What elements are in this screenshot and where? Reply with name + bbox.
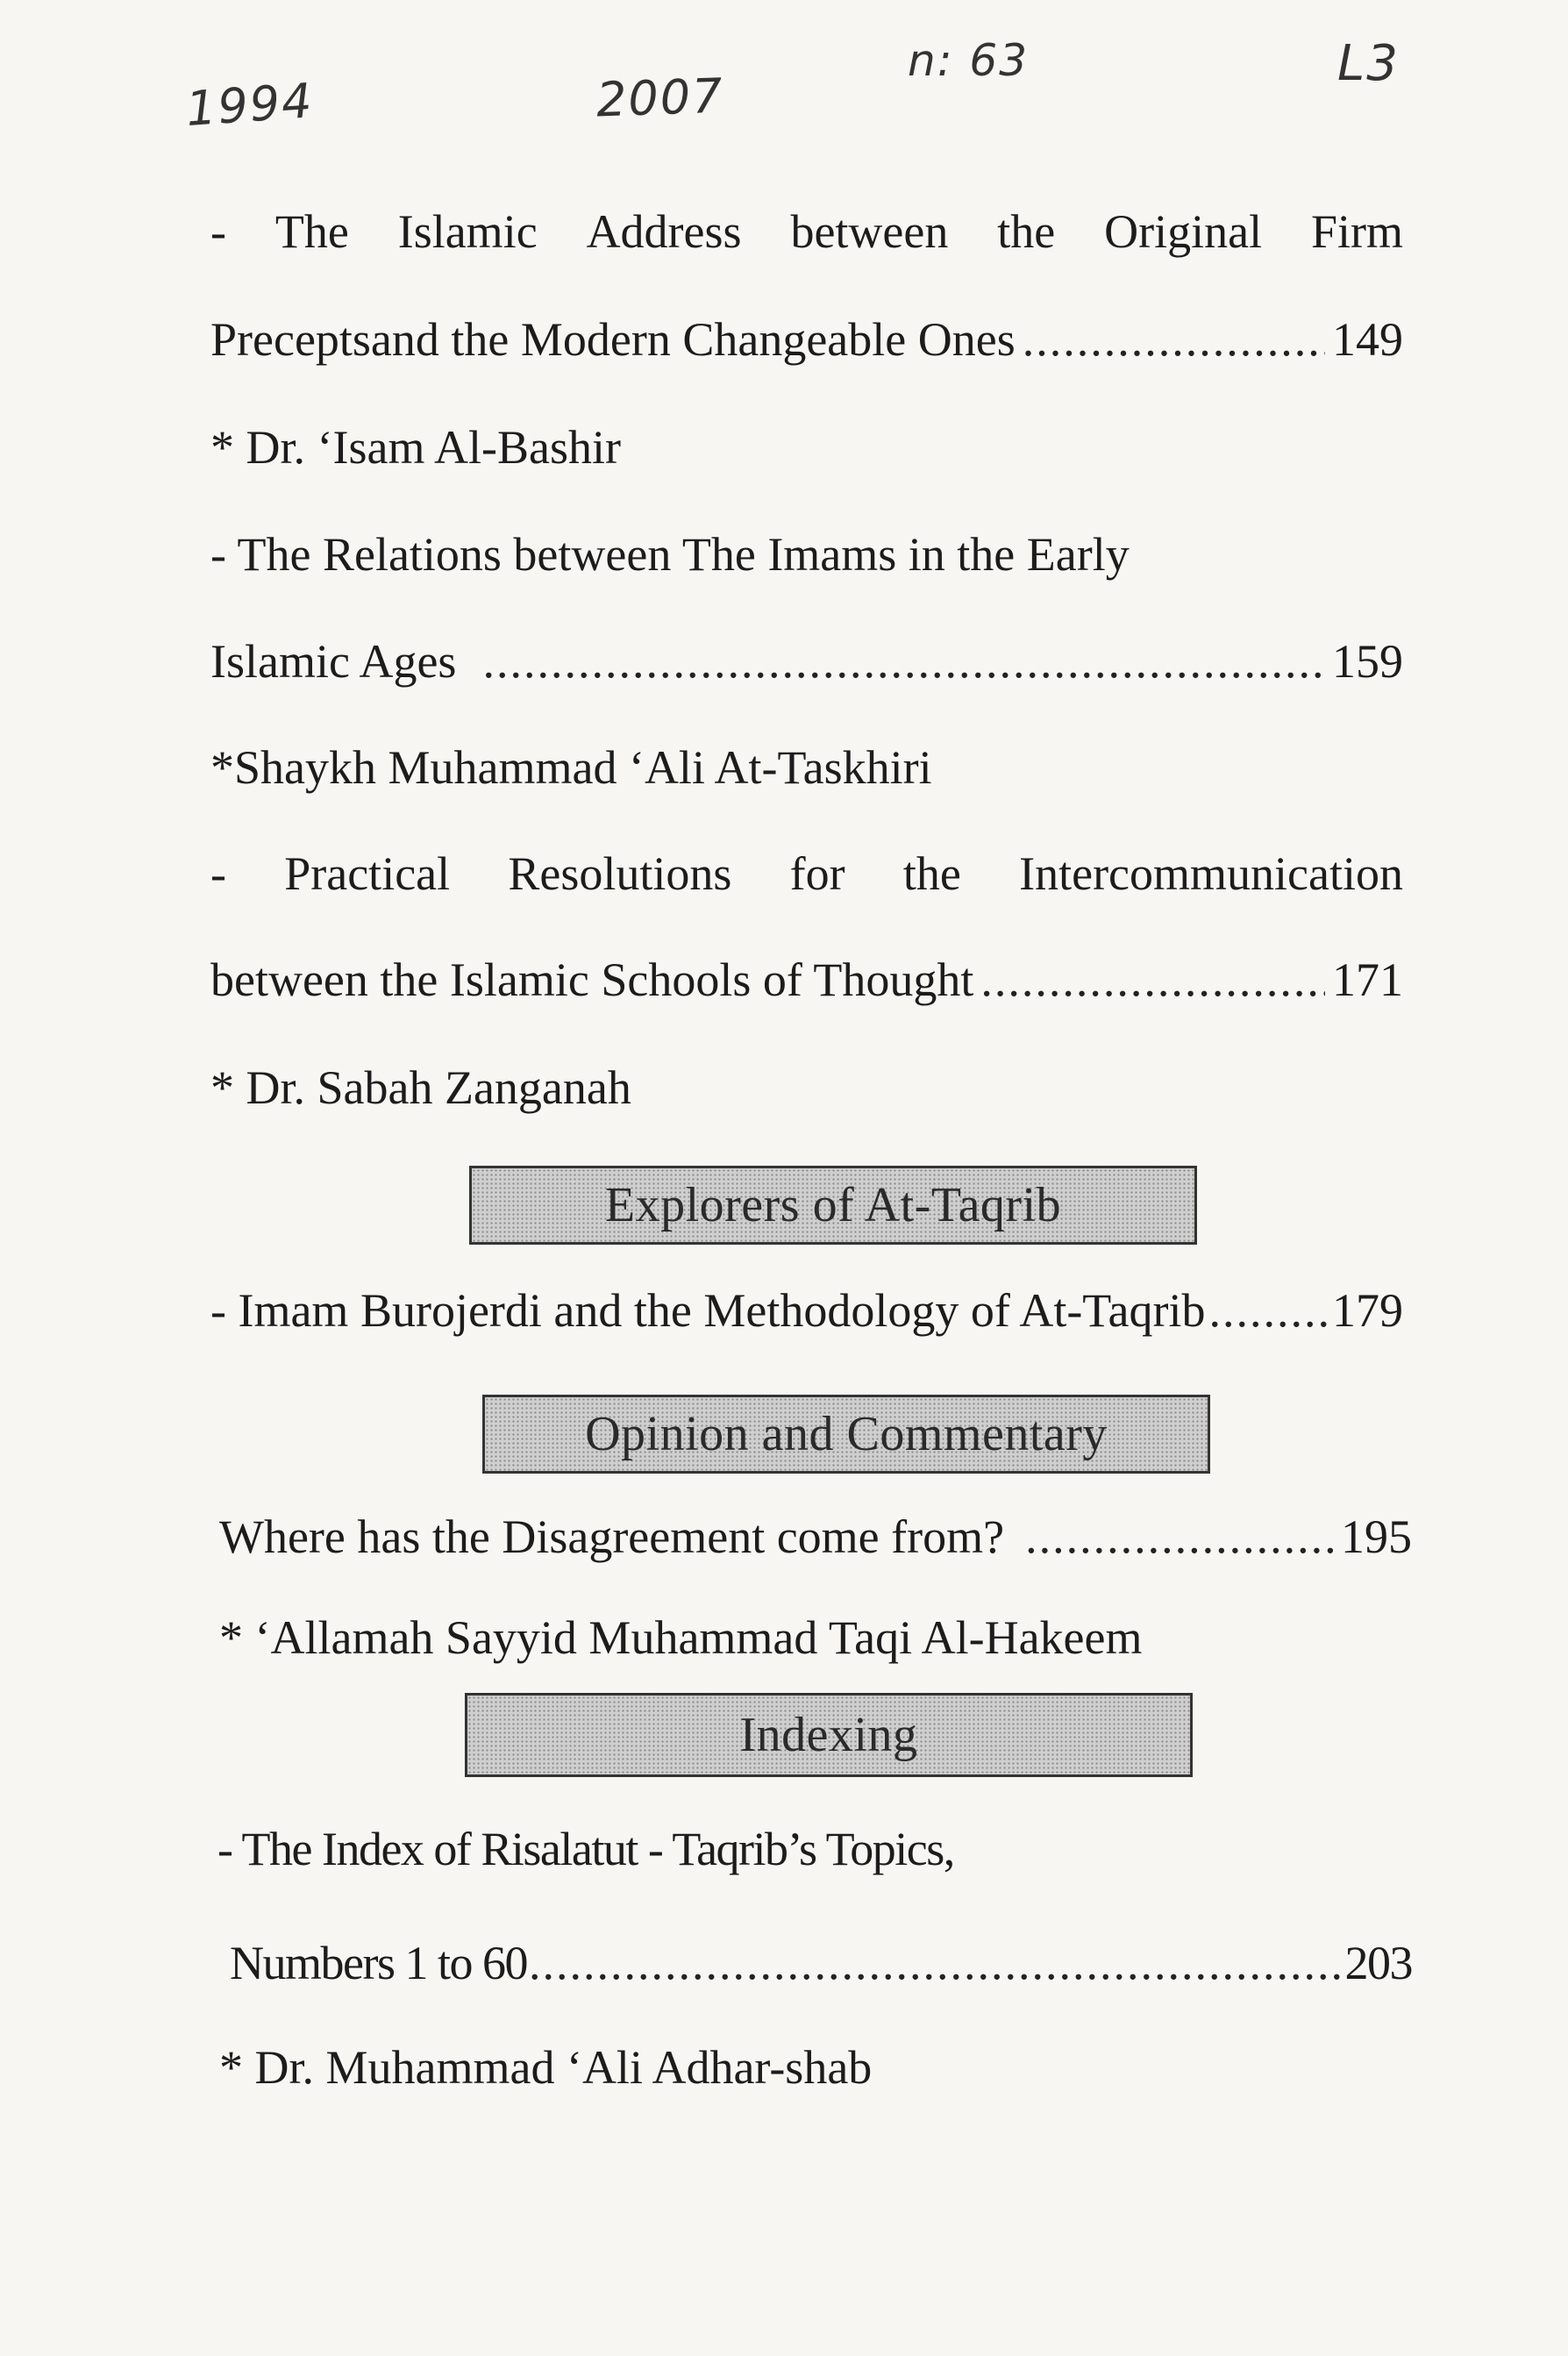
entry-title-line	[210, 1282, 1403, 1339]
word: Intercommunication	[1019, 847, 1403, 900]
page-number: 195	[1341, 1510, 1412, 1563]
entry-title-line2	[210, 952, 1403, 1008]
word: Practical	[284, 847, 451, 900]
page-number: 203	[1344, 1937, 1412, 1989]
section-header-opinion	[482, 1395, 1210, 1474]
entry-author: * Dr. Muhammad ‘Ali Adhar-shab	[219, 2041, 873, 2094]
dot-leader	[529, 1935, 1343, 1991]
entry-title-line1	[210, 203, 1403, 260]
dot-leader	[980, 952, 1325, 1008]
entry-author: * Dr. ‘Isam Al-Bashir	[210, 421, 621, 474]
word: Resolutions	[508, 847, 732, 900]
entry-title-text: Where has the Disagreement come from?	[219, 1510, 1005, 1563]
word: -	[210, 205, 226, 258]
entry-title-text: Preceptsand the Modern Changeable Ones	[210, 313, 1016, 366]
handwritten-note-1: 1994	[183, 73, 316, 137]
entry-title-line1: - The Index of Risalatut - Taqrib’s Topics,	[217, 1823, 954, 1875]
entry-title-line1: - The Relations between The Imams in the Early	[210, 528, 1130, 581]
page-number: 171	[1332, 953, 1403, 1006]
word: the	[902, 847, 961, 900]
word: Address	[586, 205, 742, 258]
word: -	[210, 847, 226, 900]
word: Islamic	[397, 205, 538, 258]
dot-leader	[482, 633, 1325, 689]
entry-title-text: - Imam Burojerdi and the Methodology of At-Taqrib	[210, 1284, 1206, 1337]
word: The	[274, 205, 349, 258]
entry-author: * ‘Allamah Sayyid Muhammad Taqi Al-Hakeem	[219, 1611, 1143, 1664]
handwritten-note-4: L3	[1337, 35, 1400, 92]
entry-title-text: Numbers 1 to 60	[230, 1937, 527, 1989]
entry-title-line	[219, 1509, 1412, 1565]
word: between	[790, 205, 949, 258]
page-number: 159	[1332, 635, 1403, 688]
entry-title-line2	[210, 311, 1403, 368]
handwritten-note-3: n: 63	[908, 35, 1030, 86]
handwritten-note-2: 2007	[595, 68, 725, 128]
entry-title-text: between the Islamic Schools of Thought	[210, 953, 974, 1006]
entry-title-line1	[210, 846, 1403, 902]
section-heading-text: Indexing	[739, 1708, 918, 1762]
word: for	[789, 847, 845, 900]
page-number: 179	[1332, 1284, 1403, 1337]
page-number: 149	[1332, 313, 1403, 366]
entry-author: * Dr. Sabah Zanganah	[210, 1061, 631, 1114]
word: Original	[1104, 205, 1263, 258]
section-heading-text: Explorers of At-Taqrib	[604, 1178, 1062, 1232]
entry-title-line2	[210, 633, 1403, 689]
entry-title-text: Islamic Ages	[210, 635, 457, 688]
section-header-explorers	[469, 1166, 1197, 1245]
entry-author: *Shaykh Muhammad ‘Ali At-Taskhiri	[210, 741, 932, 794]
section-header-indexing	[465, 1693, 1193, 1777]
dot-leader	[1023, 311, 1325, 368]
dot-leader	[1208, 1282, 1329, 1339]
dot-leader	[1025, 1509, 1334, 1565]
word: Firm	[1310, 205, 1403, 258]
section-heading-text: Opinion and Commentary	[585, 1407, 1108, 1461]
entry-title-line2	[230, 1935, 1412, 1991]
word: the	[997, 205, 1056, 258]
